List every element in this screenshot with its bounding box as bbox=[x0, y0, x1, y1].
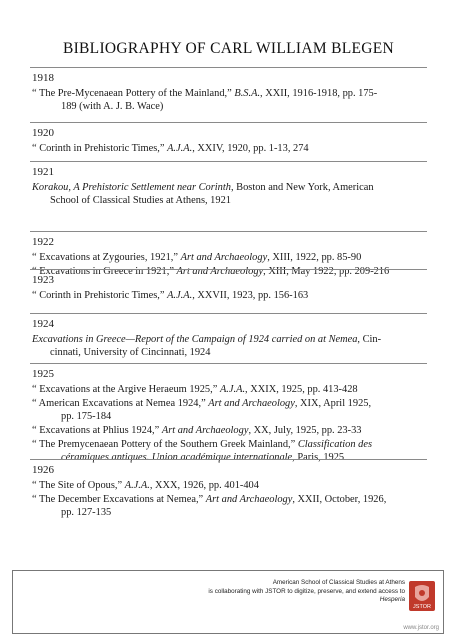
page-title: BIBLIOGRAPHY OF CARL WILLIAM BLEGEN bbox=[62, 40, 395, 57]
entry-line: Excavations in Greece—Report of the Campaign of 1924 carried on at Nemea, Cin- bbox=[32, 334, 382, 345]
entry-line: “ Corinth in Prehistoric Times,” A.J.A., XXIV, 1920, pp. 1-13, 274 bbox=[32, 143, 309, 154]
jstor-url[interactable]: www.jstor.org bbox=[403, 625, 439, 631]
footer-line-2: is collaborating with JSTOR to digitize, preserve, and extend access to bbox=[208, 587, 405, 595]
year-heading: 1918 bbox=[32, 72, 54, 84]
entry-line: pp. 175-184 bbox=[61, 411, 112, 423]
entry-line: pp. 127-135 bbox=[61, 507, 112, 519]
bibliography-entry bbox=[32, 289, 426, 302]
entry-line: School of Classical Studies at Athens, 1921 bbox=[50, 195, 231, 207]
jstor-footer bbox=[12, 570, 444, 634]
bibliography-entry bbox=[32, 479, 426, 492]
section-divider bbox=[30, 161, 427, 162]
bibliography-entry bbox=[32, 438, 426, 465]
bibliography-entry bbox=[32, 424, 426, 437]
year-heading: 1923 bbox=[32, 274, 54, 286]
bibliography-entry bbox=[32, 142, 426, 155]
entry-line: Korakou, A Prehistoric Settlement near Corinth, Boston and New York, American bbox=[32, 182, 374, 193]
entry-line: “ Excavations at the Argive Heraeum 1925,” A.J.A., XXIX, 1925, pp. 413-428 bbox=[32, 384, 358, 395]
bibliography-entry bbox=[32, 493, 426, 520]
entry-line: cinnati, University of Cincinnati, 1924 bbox=[50, 347, 211, 359]
bibliography-entry bbox=[32, 181, 426, 208]
svg-text:JSTOR: JSTOR bbox=[413, 604, 431, 610]
entry-line: céramiques antiques. Union académique internationale, Paris, 1925 bbox=[61, 451, 345, 463]
year-heading: 1925 bbox=[32, 368, 54, 380]
bibliography-entry bbox=[32, 87, 426, 114]
entry-line: “ Excavations at Phlius 1924,” Art and Archaeology, XX, July, 1925, pp. 23-33 bbox=[32, 424, 362, 436]
section-divider bbox=[30, 231, 427, 232]
section-divider bbox=[30, 122, 427, 123]
entry-line: “ Excavations in Greece in 1921,” Art and Archaeology, XIII, May 1922, pp. 209-216 bbox=[32, 265, 390, 277]
entry-line: 189 (with A. J. B. Wace) bbox=[61, 101, 164, 113]
footer-line-3: Hesperia bbox=[379, 596, 405, 604]
section-divider bbox=[30, 313, 427, 314]
bibliography-entry bbox=[32, 333, 426, 360]
footer-line-1: American School of Classical Studies at Athens bbox=[272, 579, 405, 586]
entry-line: “ American Excavations at Nemea 1924,” Art and Archaeology, XIX, April 1925, bbox=[32, 397, 372, 409]
footer-text bbox=[208, 579, 405, 605]
bibliography-entry bbox=[32, 397, 426, 424]
year-heading: 1920 bbox=[32, 127, 54, 139]
entry-line: “ Excavations at Zygouries, 1921,” Art and Archaeology, XIII, 1922, pp. 85-90 bbox=[32, 252, 362, 263]
entry-line: “ The Premycenaean Pottery of the Southern Greek Mainland,” Classification des bbox=[32, 438, 373, 450]
entry-line: “ Corinth in Prehistoric Times,” A.J.A., XXVII, 1923, pp. 156-163 bbox=[32, 290, 309, 301]
entry-line: “ The Site of Opous,” A.J.A., XXX, 1926, pp. 401-404 bbox=[32, 480, 259, 491]
bibliography-entry bbox=[32, 383, 426, 396]
year-heading: 1924 bbox=[32, 318, 54, 330]
year-heading: 1921 bbox=[32, 166, 54, 178]
bibliography-entry bbox=[32, 251, 426, 264]
entry-line: “ The December Excavations at Nemea,” Art and Archaeology, XXII, October, 1926, bbox=[32, 493, 387, 505]
jstor-seal-icon bbox=[407, 579, 437, 619]
year-heading: 1922 bbox=[32, 236, 54, 248]
year-heading: 1926 bbox=[32, 464, 54, 476]
entry-line: “ The Pre-Mycenaean Pottery of the Mainland,” B.S.A., XXII, 1916-1918, pp. 175- bbox=[32, 88, 378, 99]
bibliography-entry bbox=[32, 265, 426, 278]
section-divider bbox=[30, 363, 427, 364]
section-divider bbox=[30, 269, 427, 270]
section-divider bbox=[30, 459, 427, 460]
section-divider bbox=[30, 67, 427, 68]
